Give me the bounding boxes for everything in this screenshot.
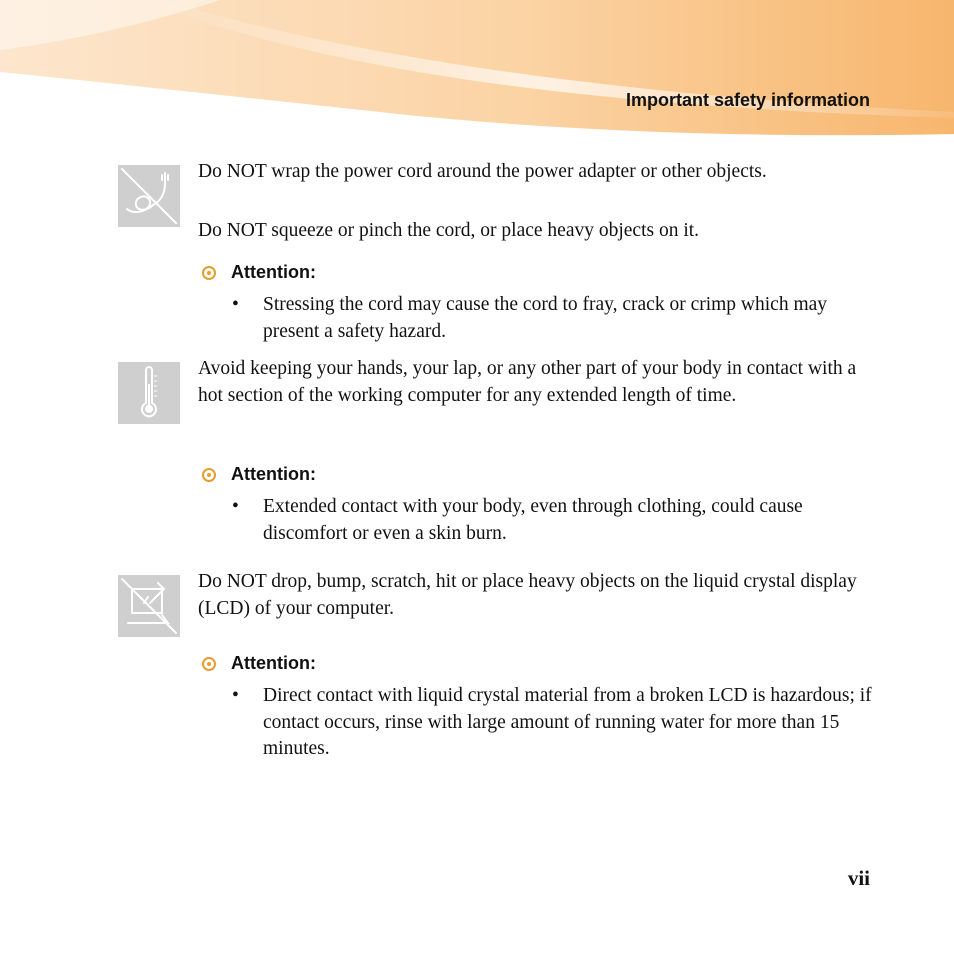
attention-bullet-icon [202,657,216,671]
bullet-text: Stressing the cord may cause the cord to fray, crack or crimp which may present a safety hazard. [263,294,828,342]
no-lcd-damage-icon [118,575,180,637]
attention-bullet-icon [202,266,216,280]
attention-label: Attention: [231,653,316,673]
warning-paragraph: Do NOT wrap the power cord around the power adapter or other objects. [198,161,767,182]
attention-label: Attention: [231,464,316,484]
bullet-text: Extended contact with your body, even through clothing, could cause discomfort or even a skin burn. [263,496,803,544]
attention-heading [202,262,316,283]
no-cord-wrap-icon [118,165,180,227]
bullet-dot-icon: • [232,294,239,315]
warning-paragraph: Avoid keeping your hands, your lap, or any other part of your body in contact with a hot section of the working computer for any extended length of time. [198,358,857,406]
attention-label: Attention: [231,262,316,282]
header-band [0,0,954,140]
bullet-dot-icon: • [232,496,239,517]
list-item [232,292,872,345]
warning-paragraph: Do NOT squeeze or pinch the cord, or place heavy objects on it. [198,220,700,241]
attention-heading [202,464,316,485]
attention-heading [202,653,316,674]
page-number: vii [847,866,870,890]
warning-paragraph: Do NOT drop, bump, scratch, hit or place heavy objects on the liquid crystal display (LCD) of your computer. [198,571,857,619]
attention-bullet-icon [202,468,216,482]
bullet-dot-icon: • [232,685,239,706]
list-item [232,683,872,763]
list-item [232,494,872,547]
bullet-text: Direct contact with liquid crystal material from a broken LCD is hazardous; if contact occurs, rinse with large amount of running water for more than 15 minutes. [263,685,872,759]
running-header-title: Important safety information [625,90,870,110]
thermometer-icon [118,362,180,424]
